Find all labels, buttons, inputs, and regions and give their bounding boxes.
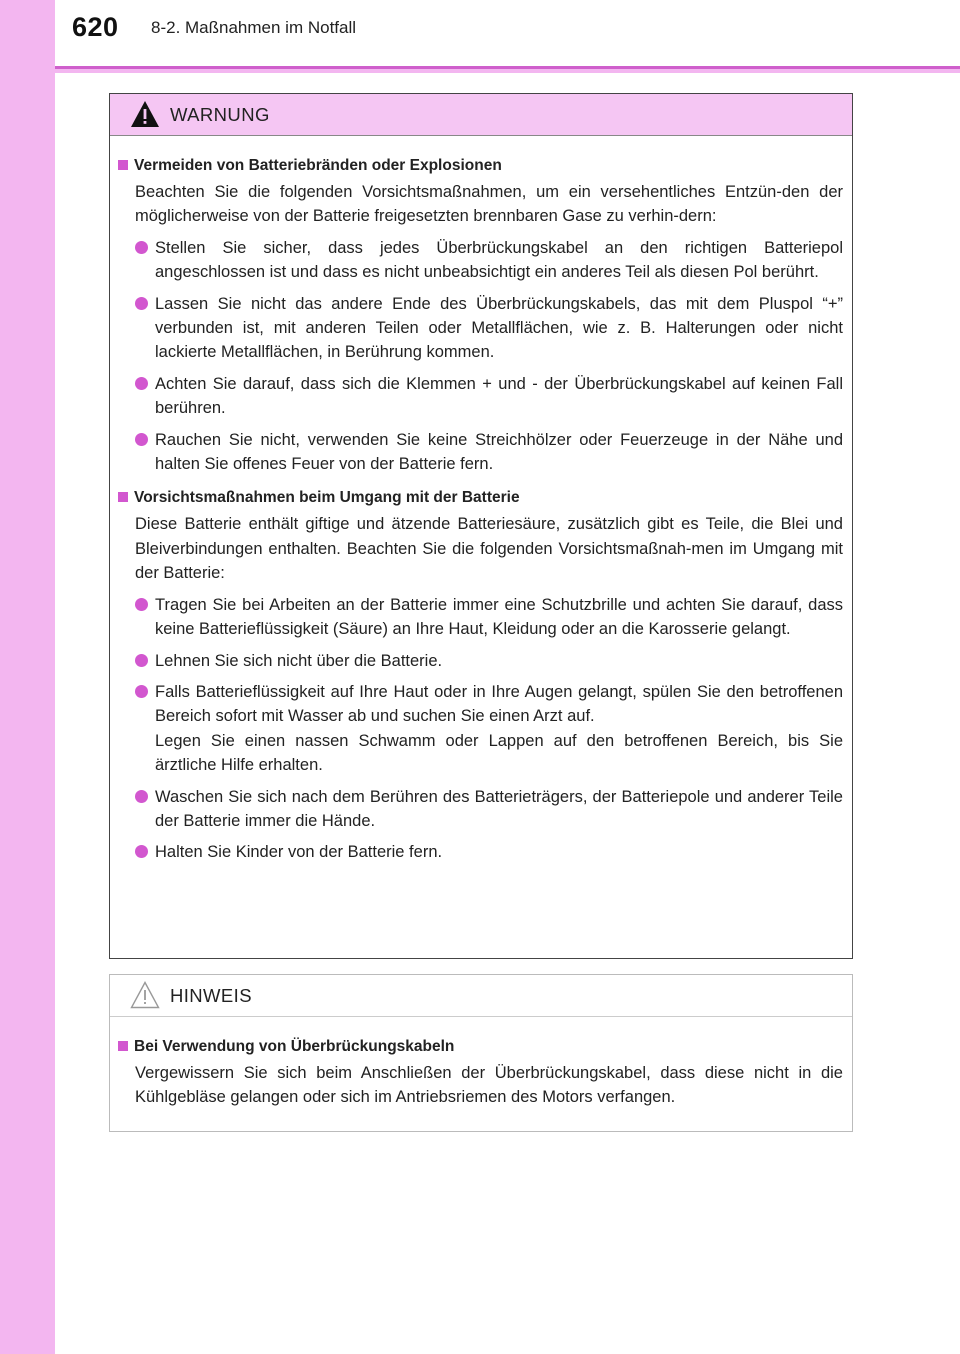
list-item: Waschen Sie sich nach dem Berühren des Batterieträgers, der Batteriepole und anderer Teile der Batterie immer die Hände. xyxy=(118,785,843,834)
paragraph: Beachten Sie die folgenden Vorsichtsmaßnahmen, um ein versehentliches Entzün-den der möglicherweise von der Batterie freigesetzten brennbaren Gase zu verhin-dern: xyxy=(135,183,843,226)
bullet-dot-icon xyxy=(135,377,148,390)
page-number: 620 xyxy=(72,12,119,42)
warning-content xyxy=(110,136,852,865)
square-bullet-icon xyxy=(118,492,128,502)
bullet-dot-icon xyxy=(135,241,148,254)
bullet-dot-icon xyxy=(135,598,148,611)
warning-header xyxy=(110,94,852,136)
list-item: Achten Sie darauf, dass sich die Klemmen + und - der Überbrückungskabel auf keinen Fall berühren. xyxy=(118,372,843,421)
list-item: Falls Batterieflüssigkeit auf Ihre Haut oder in Ihre Augen gelangt, spülen Sie den betroffenen Bereich sofort mit Wasser ab und suchen Sie einen Arzt auf. Legen Sie einen nassen Schwamm oder Lappen auf den betroffenen Bereich, bis Sie ärztliche Hilfe erhalten. xyxy=(118,680,843,778)
warning-triangle-icon xyxy=(130,100,160,128)
page-margin-bar xyxy=(0,0,55,1354)
notice-triangle-icon xyxy=(130,981,160,1009)
notice-title: HINWEIS xyxy=(170,985,252,1006)
list-item: Rauchen Sie nicht, verwenden Sie keine Streichhölzer oder Feuerzeuge in der Nähe und halten Sie offenes Feuer von der Batterie fern. xyxy=(118,428,843,477)
square-bullet-icon xyxy=(118,160,128,170)
section-heading: Bei Verwendung von Überbrückungskabeln xyxy=(118,1035,843,1059)
bullet-dot-icon xyxy=(135,685,148,698)
list-item: Lassen Sie nicht das andere Ende des Überbrückungskabels, das mit dem Pluspol “+” verbunden ist, mit anderen Teilen oder Metallflächen, wie z. B. Halterungen oder nicht lackierte Metallflächen, in Berührung kommen. xyxy=(118,292,843,365)
notice-content xyxy=(110,1017,852,1110)
warning-box xyxy=(109,93,853,959)
section-heading: Vermeiden von Batteriebränden oder Explosionen xyxy=(118,154,843,178)
bullet-dot-icon xyxy=(135,297,148,310)
paragraph: Diese Batterie enthält giftige und ätzende Batteriesäure, zusätzlich gibt es Teile, die Blei und Bleiverbindungen enthalten. Beachten Sie die folgenden Vorsichtsmaßnah-men im Umgang mit der Batterie: xyxy=(135,515,843,583)
bullet-dot-icon xyxy=(135,654,148,667)
list-item: Lehnen Sie sich nicht über die Batterie. xyxy=(118,649,843,673)
bullet-dot-icon xyxy=(135,790,148,803)
header-band xyxy=(0,0,960,73)
list-item: Tragen Sie bei Arbeiten an der Batterie immer eine Schutzbrille und achten Sie darauf, dass keine Batterieflüssigkeit (Säure) an Ihre Haut, Kleidung oder an die Karosserie gelangt. xyxy=(118,593,843,642)
list-item: Stellen Sie sicher, dass jedes Überbrückungskabel an den richtigen Batteriepol angeschlossen ist und dass es nicht unbeabsichtigt ein anderes Teil als diesen Pol berührt. xyxy=(118,236,843,285)
section-heading: Vorsichtsmaßnahmen beim Umgang mit der Batterie xyxy=(118,486,843,510)
section-title: 8-2. Maßnahmen im Notfall xyxy=(151,18,357,37)
notice-box xyxy=(109,974,853,1132)
square-bullet-icon xyxy=(118,1041,128,1051)
notice-header xyxy=(110,975,852,1017)
bullet-dot-icon xyxy=(135,845,148,858)
bullet-dot-icon xyxy=(135,433,148,446)
list-item: Halten Sie Kinder von der Batterie fern. xyxy=(118,840,843,864)
paragraph: Vergewissern Sie sich beim Anschließen der Überbrückungskabel, dass diese nicht in die Kühlgebläse gelangen oder sich im Antriebsriemen des Motors verfangen. xyxy=(135,1064,843,1107)
warning-title: WARNUNG xyxy=(170,104,270,125)
